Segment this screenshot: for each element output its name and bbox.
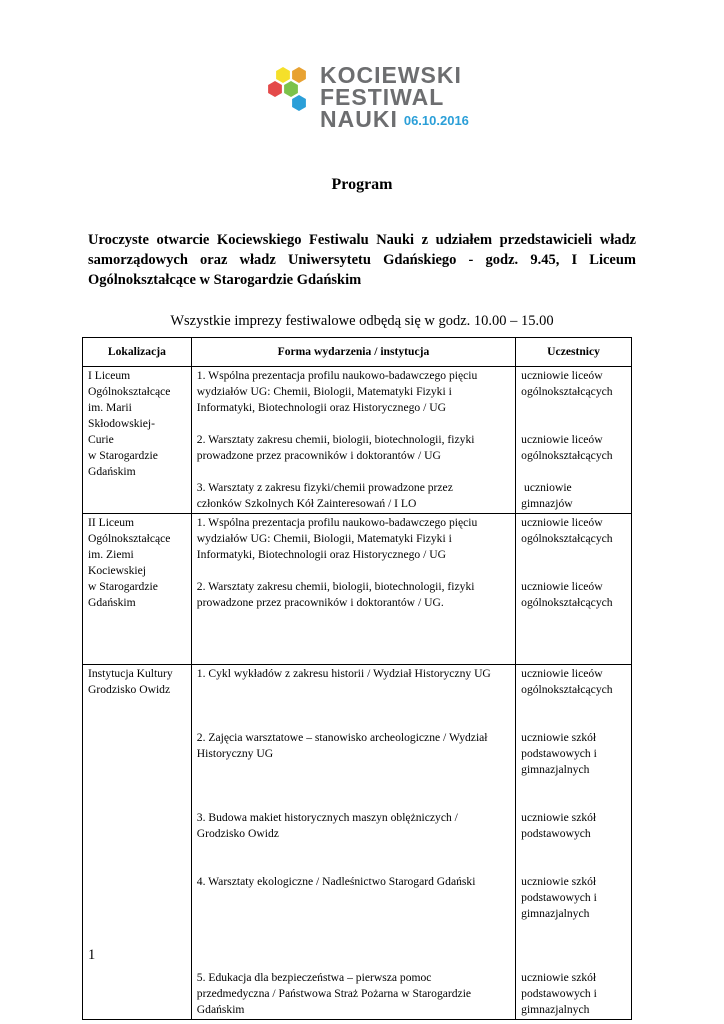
event-item (197, 874, 510, 970)
logo-hexagon (268, 81, 282, 97)
location-line: Ogólnokształcące (88, 532, 171, 545)
location-line: im. Ziemi (88, 548, 134, 561)
event-text-line: Historyczny UG (196, 747, 274, 760)
event-item (197, 730, 510, 810)
event-text-line: 2. Warsztaty zakresu chemii, biologii, biotechnologii, fizyki (196, 580, 475, 593)
participants-item (521, 874, 626, 970)
location-line: im. Marii (88, 401, 132, 414)
participants-item (521, 730, 626, 810)
event-item (197, 480, 510, 512)
event-item (197, 368, 510, 432)
event-text-line: prowadzone przez pracowników i doktorantów / UG. (196, 596, 444, 609)
participants-item (521, 810, 626, 874)
participants-line: gimnazjalnych (521, 907, 590, 920)
event-text-line: Informatyki, Biotechnologii oraz Historycznego / UG (196, 401, 446, 414)
participants-cell (516, 665, 632, 1020)
logo-wordmark (320, 64, 469, 132)
participants-item (521, 970, 626, 1018)
participants-item (521, 579, 626, 643)
logo-date: 06.10.2016 (403, 113, 469, 128)
participants-line: uczniowie liceów (521, 667, 603, 680)
logo-line-1: KOCIEWSKI (320, 62, 462, 88)
participants-line: gimnazjów (521, 497, 573, 510)
event-text-line: 1. Wspólna prezentacja profilu naukowo-badawczego pięciu (196, 369, 478, 382)
hexagon-logo-icon (268, 64, 318, 126)
header-location: Lokalizacja (83, 338, 192, 367)
participants-line: gimnazjalnych (521, 1003, 590, 1016)
participants-line: ogólnokształcących (521, 449, 613, 462)
event-hours: Wszystkie imprezy festiwalowe odbędą się w godz. 10.00 – 15.00 (170, 313, 554, 329)
location-line: Skłodowskiej- (88, 417, 155, 430)
event-text-line: przedmedyczna / Państwowa Straż Pożarna w Starogardzie (196, 987, 472, 1000)
program-table (82, 337, 632, 1020)
event-text-line: Informatyki, Biotechnologii oraz Historycznego / UG (196, 548, 446, 561)
location-cell (83, 514, 192, 665)
participants-line: uczniowie (521, 481, 572, 494)
table-row (83, 367, 632, 514)
participants-line: uczniowie liceów (521, 369, 603, 382)
event-item (197, 579, 510, 643)
participants-item (521, 432, 626, 480)
location-line: Gdańskim (88, 465, 136, 478)
logo-hexagon (292, 67, 306, 83)
participants-line: uczniowie szkół (521, 731, 597, 744)
table-row (83, 665, 632, 1020)
participants-item (521, 368, 626, 432)
participants-cell (516, 514, 632, 665)
event-cell (191, 367, 515, 514)
festival-logo (268, 64, 468, 140)
participants-line: podstawowych i (521, 987, 597, 1000)
event-text-line: Gdańskim (196, 1003, 245, 1016)
location-line: w Starogardzie (88, 449, 158, 462)
logo-hexagon (276, 67, 290, 83)
participants-line: ogólnokształcących (521, 532, 613, 545)
logo-hexagon (292, 95, 306, 111)
event-text-line: 2. Zajęcia warsztatowe – stanowisko archeologiczne / Wydział (196, 731, 488, 744)
event-cell (191, 665, 515, 1020)
location-cell (83, 665, 192, 1020)
event-item (197, 515, 510, 579)
location-line: Gdańskim (88, 596, 136, 609)
event-text-line: 4. Warsztaty ekologiczne / Nadleśnictwo Starogard Gdański (196, 875, 476, 888)
location-line: II Liceum (88, 516, 135, 529)
table-header-row (83, 338, 632, 367)
participants-line: ogólnokształcących (521, 385, 613, 398)
participants-line: ogólnokształcących (521, 683, 613, 696)
participants-line: uczniowie szkół (521, 971, 597, 984)
location-line: w Starogardzie (88, 580, 158, 593)
participants-line: uczniowie liceów (521, 580, 603, 593)
location-line: Instytucja Kultury (88, 667, 173, 680)
event-text-line: 2. Warsztaty zakresu chemii, biologii, biotechnologii, fizyki (196, 433, 475, 446)
participants-line: uczniowie liceów (521, 433, 603, 446)
event-text-line: 1. Wspólna prezentacja profilu naukowo-badawczego pięciu (196, 516, 478, 529)
event-text-line: prowadzone przez pracowników i doktorantów / UG (196, 449, 441, 462)
event-text-line: członków Szkolnych Kół Zainteresowań / I LO (196, 497, 417, 510)
participants-line: podstawowych (521, 827, 591, 840)
event-item (197, 970, 510, 1018)
participants-line: uczniowie szkół (521, 811, 597, 824)
participants-line: uczniowie szkół (521, 875, 597, 888)
participants-line: gimnazjalnych (521, 763, 590, 776)
participants-line: uczniowie liceów (521, 516, 603, 529)
logo-line-3-text: NAUKI (320, 106, 398, 132)
event-text-line: 3. Budowa makiet historycznych maszyn oblężniczych / (196, 811, 458, 824)
location-line: Grodzisko Owidz (88, 683, 171, 696)
event-text-line: Grodzisko Owidz (196, 827, 279, 840)
participants-item (521, 666, 626, 730)
participants-item (521, 515, 626, 579)
event-text-line: wydziałów UG: Chemii, Biologii, Matematyki Fizyki i (196, 385, 452, 398)
header-participants: Uczestnicy (516, 338, 632, 367)
participants-line: ogólnokształcących (521, 596, 613, 609)
event-item (197, 810, 510, 874)
intro-paragraph: Uroczyste otwarcie Kociewskiego Festiwalu Nauki z udziałem przedstawicieli władz samorządowych oraz władz Uniwersytetu Gdańskiego - godz. 9.45, I Liceum Ogólnokształcące w Starogardzie Gdańskim (88, 232, 636, 288)
location-line: Kociewskiej (88, 564, 146, 577)
header-event: Forma wydarzenia / instytucja (191, 338, 515, 367)
location-line: I Liceum (88, 369, 131, 382)
page-title: Program (331, 176, 393, 193)
event-text-line: wydziałów UG: Chemii, Biologii, Matematyki Fizyki i (196, 532, 452, 545)
event-item (197, 666, 510, 730)
event-cell (191, 514, 515, 665)
event-text-line: 1. Cykl wykładów z zakresu historii / Wydział Historyczny UG (196, 667, 491, 680)
participants-line: podstawowych i (521, 891, 597, 904)
logo-line-2: FESTIWAL (320, 84, 445, 110)
location-cell (83, 367, 192, 514)
event-text-line: 5. Edukacja dla bezpieczeństwa – pierwsza pomoc (196, 971, 432, 984)
location-line: Curie (88, 433, 114, 446)
location-line: Ogólnokształcące (88, 385, 171, 398)
participants-cell (516, 367, 632, 514)
logo-hexagon (284, 81, 298, 97)
page-number: 1 (88, 947, 96, 963)
event-text-line: 3. Warsztaty z zakresu fizyki/chemii prowadzone przez (196, 481, 453, 494)
participants-item (521, 480, 626, 512)
logo-line-3 (320, 108, 469, 132)
event-item (197, 432, 510, 480)
table-row (83, 514, 632, 665)
participants-line: podstawowych i (521, 747, 597, 760)
